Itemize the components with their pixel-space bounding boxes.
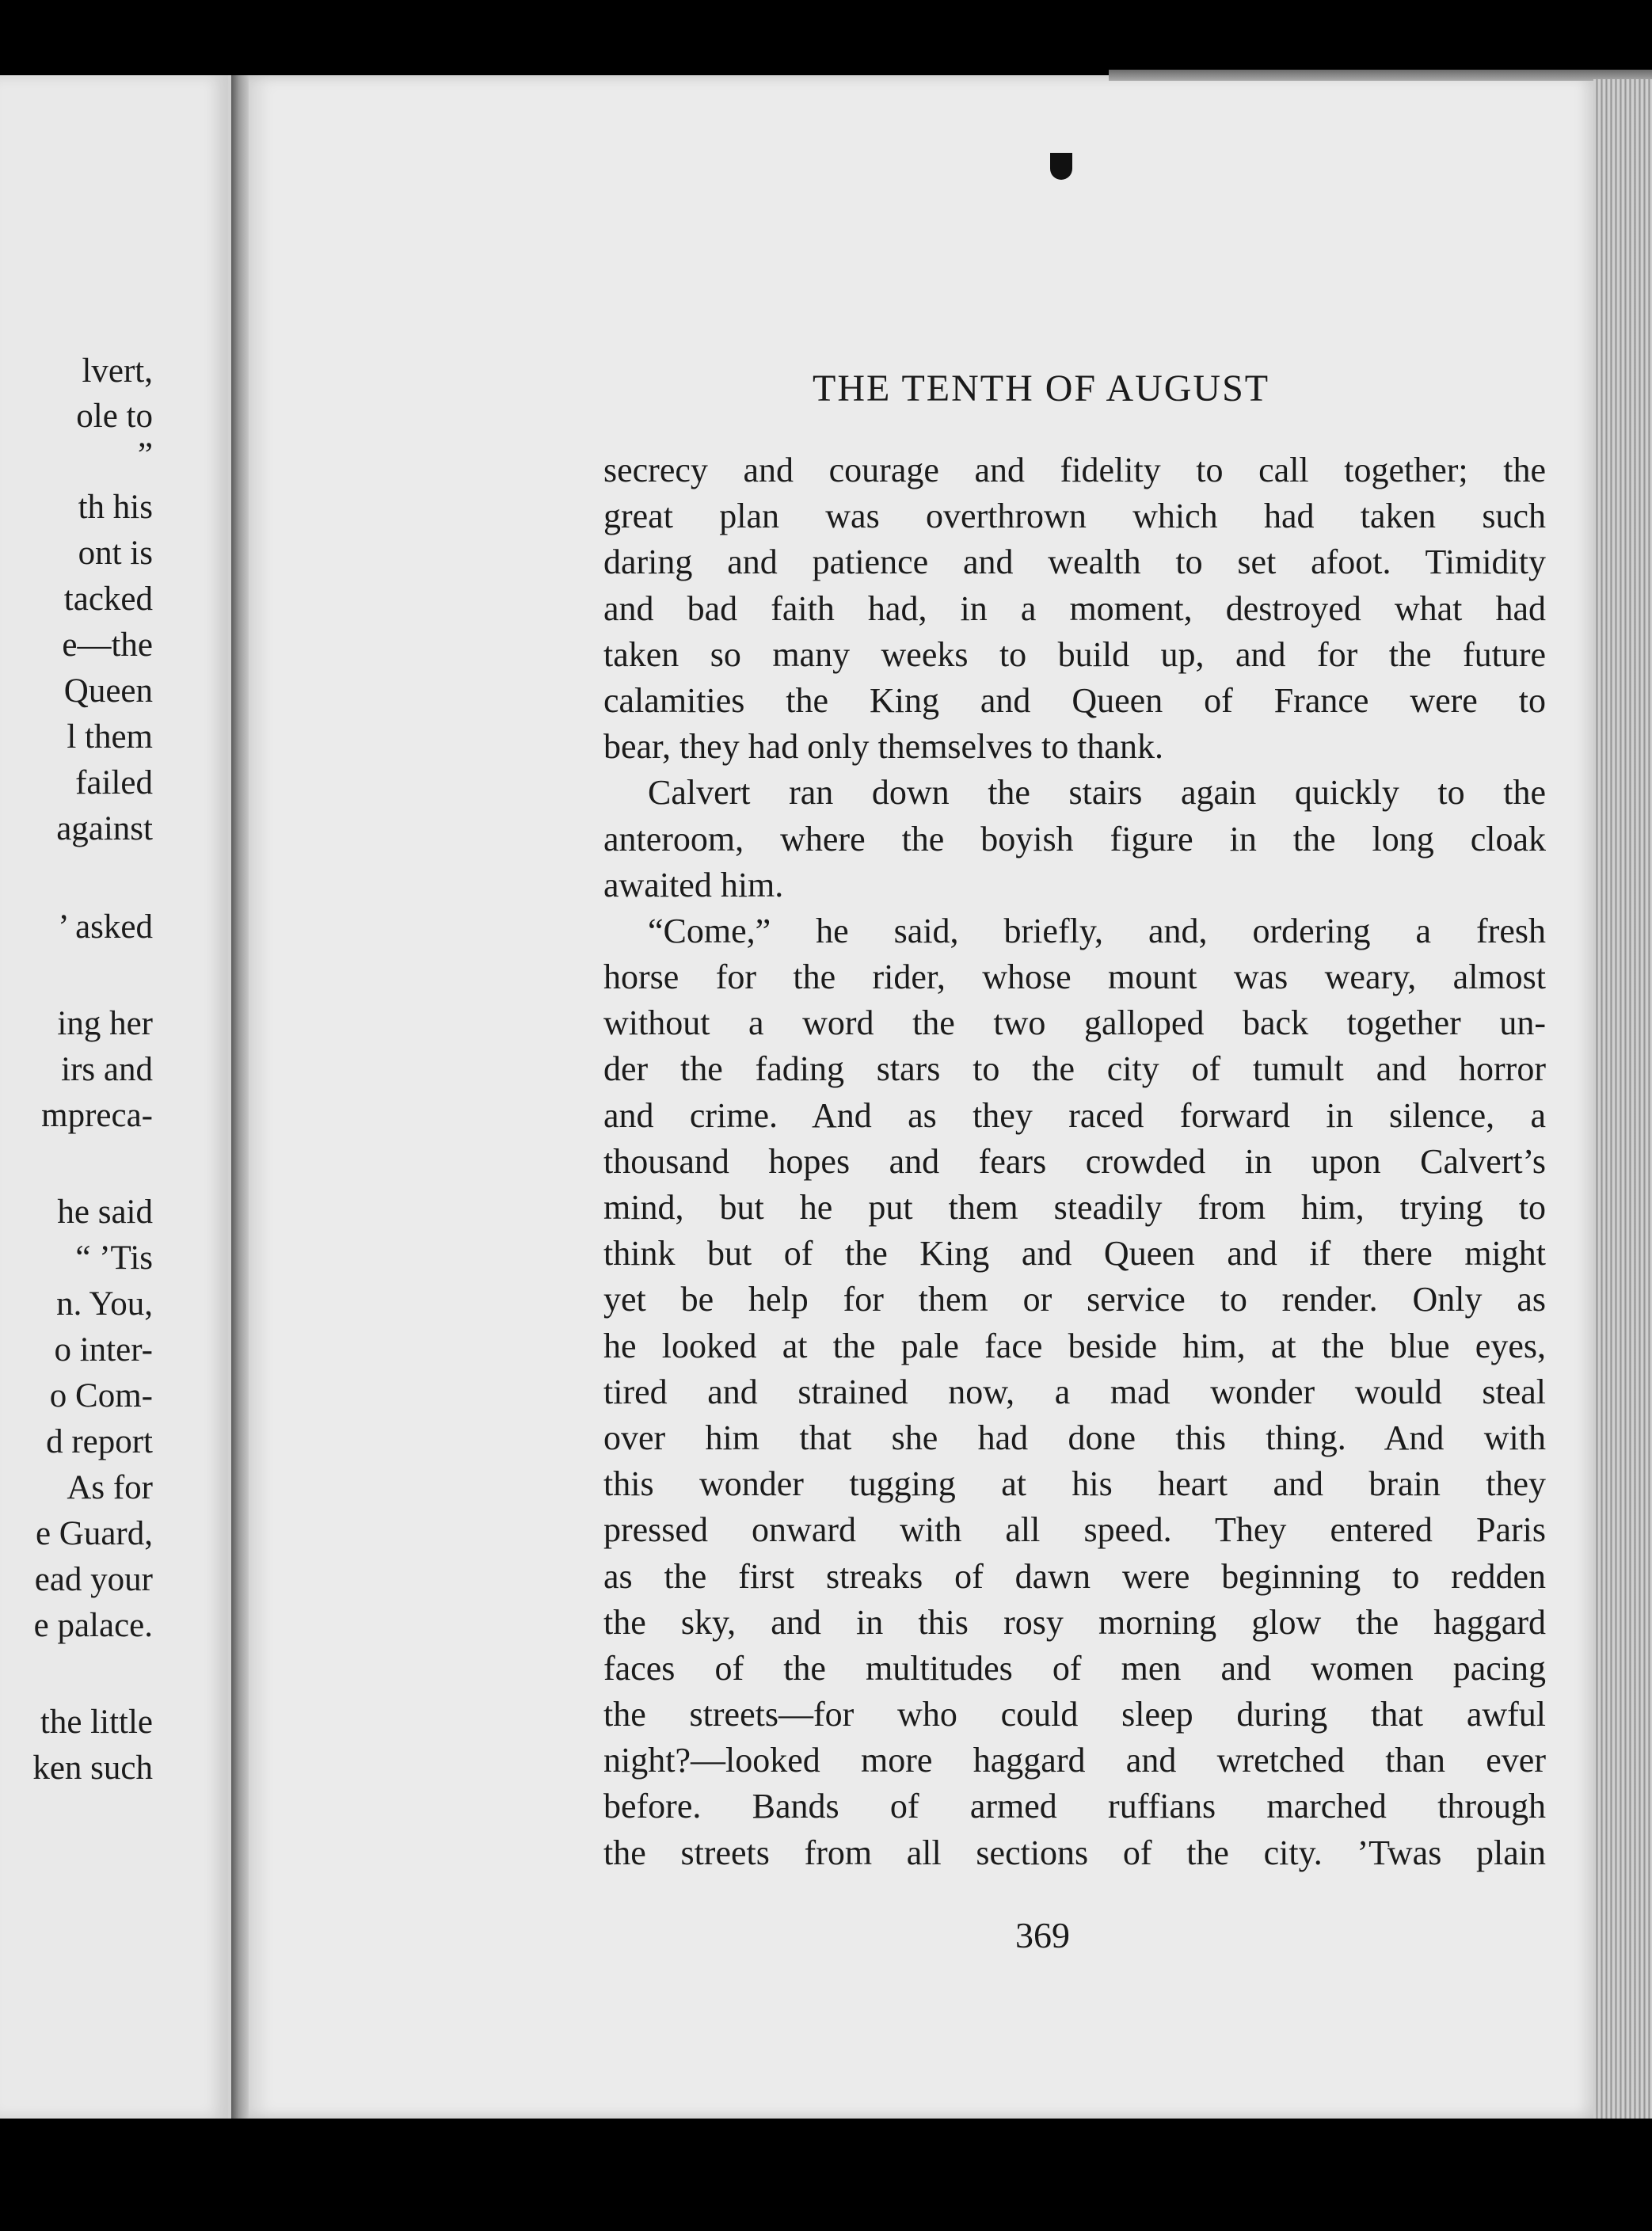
text-line: without a word the two galloped back together un- <box>603 1003 1546 1043</box>
left-page-line: d report <box>46 1423 153 1460</box>
left-page-line: “ ’Tis <box>75 1239 153 1277</box>
text-line: night?—looked more haggard and wretched than ever <box>603 1741 1546 1780</box>
text-line: mind, but he put them steadily from him, trying to <box>603 1188 1546 1227</box>
left-page-line: As for <box>67 1469 153 1506</box>
text-line: daring and patience and wealth to set afoot. Timidity <box>603 543 1546 582</box>
left-page-line: ” <box>137 436 153 474</box>
left-page-line: e—the <box>62 626 153 664</box>
previous-page <box>0 75 236 2119</box>
text-line: anteroom, where the boyish figure in the long cloak <box>603 819 1546 859</box>
scan-background-top <box>0 0 1652 75</box>
text-line: the streets—for who could sleep during that awful <box>603 1695 1546 1734</box>
left-page-line: tacked <box>63 581 153 618</box>
left-page-line: lvert, <box>82 352 153 390</box>
text-line: bear, they had only themselves to thank. <box>603 727 1163 767</box>
text-line: awaited him. <box>603 865 784 904</box>
left-page-line: ’ asked <box>58 908 153 946</box>
left-page-line: ont is <box>78 535 153 572</box>
left-page-line: o inter- <box>54 1331 153 1369</box>
body-text <box>603 447 1546 1876</box>
running-head: THE TENTH OF AUGUST <box>813 367 1270 409</box>
left-page-line: he said <box>57 1194 153 1231</box>
text-line: he looked at the pale face beside him, at the blue eyes, <box>603 1326 1546 1365</box>
text-line: secrecy and courage and fidelity to call together; the <box>603 451 1546 489</box>
left-page-line: ole to <box>76 398 153 435</box>
text-line: faces of the multitudes of men and women pacing <box>603 1648 1546 1688</box>
page-edges <box>1593 79 1652 2231</box>
text-line: thousand hopes and fears crowded in upon Calvert’s <box>603 1141 1546 1181</box>
page-edges-top <box>1109 70 1652 81</box>
text-line: great plan was overthrown which had taken such <box>603 497 1546 536</box>
left-page-line: failed <box>75 764 153 801</box>
text-line: the sky, and in this rosy morning glow the haggard <box>603 1602 1546 1642</box>
left-page-line: o Com- <box>49 1377 153 1414</box>
left-page-line: ing her <box>57 1005 153 1042</box>
left-page-line: against <box>56 810 153 847</box>
text-line: calamities the King and Queen of France were to <box>603 680 1546 720</box>
text-line: “Come,” he said, briefly, and, ordering a fresh <box>648 911 1546 950</box>
text-line: think but of the King and Queen and if there might <box>603 1234 1546 1273</box>
text-line: horse for the rider, whose mount was weary, almost <box>603 958 1546 997</box>
left-page-line: l them <box>67 718 153 756</box>
left-page-line: e palace. <box>33 1607 153 1644</box>
text-line: and bad faith had, in a moment, destroyed what had <box>603 588 1546 628</box>
left-page-line: mpreca- <box>41 1097 153 1134</box>
left-page-line: ead your <box>34 1561 153 1598</box>
text-line: and crime. And as they raced forward in silence, a <box>603 1095 1546 1135</box>
text-line: over him that she had done this thing. And with <box>603 1418 1546 1457</box>
text-line: before. Bands of armed ruffians marched through <box>603 1787 1546 1826</box>
page-number: 369 <box>1015 1915 1070 1955</box>
current-page <box>249 75 1593 2119</box>
left-page-line: ken such <box>32 1749 153 1787</box>
text-line: tired and strained now, a mad wonder would steal <box>603 1372 1546 1411</box>
binding-tab-icon <box>1050 153 1072 180</box>
book-gutter <box>231 75 249 2119</box>
text-line: der the fading stars to the city of tumult and horror <box>603 1049 1546 1089</box>
text-line: as the first streaks of dawn were beginning to redden <box>603 1556 1546 1596</box>
left-page-line: e Guard, <box>35 1515 153 1552</box>
left-page-line: irs and <box>61 1051 153 1088</box>
text-line: Calvert ran down the stairs again quickly to the <box>648 773 1546 813</box>
text-line: pressed onward with all speed. They entered Paris <box>603 1510 1546 1550</box>
text-line: the streets from all sections of the city. ’Twas plain <box>603 1833 1546 1872</box>
text-line: this wonder tugging at his heart and brain they <box>603 1464 1546 1504</box>
left-page-line: n. You, <box>56 1285 153 1323</box>
scan-background-bottom <box>0 2119 1652 2231</box>
text-line: taken so many weeks to build up, and for the future <box>603 634 1546 674</box>
text-line: yet be help for them or service to render. Only as <box>603 1280 1546 1319</box>
left-page-line: the little <box>40 1704 153 1741</box>
left-page-line: th his <box>78 489 153 526</box>
left-page-line: Queen <box>63 672 153 710</box>
